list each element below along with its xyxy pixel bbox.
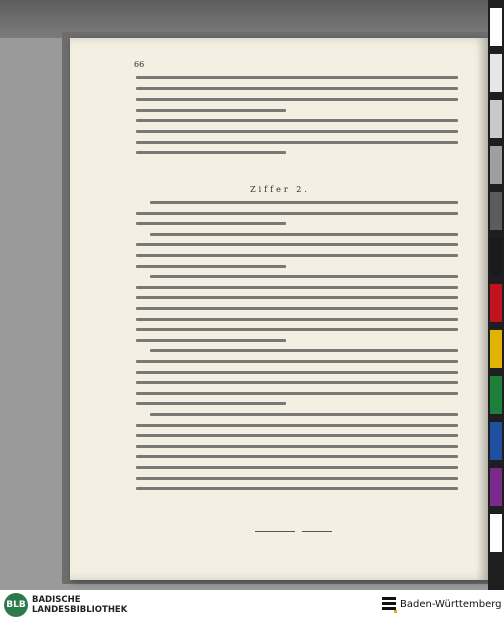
text-line xyxy=(136,286,458,289)
text-line xyxy=(136,424,458,427)
text-line xyxy=(136,445,458,448)
text-line xyxy=(136,339,286,342)
calibration-patch xyxy=(490,422,502,460)
text-line xyxy=(136,254,458,257)
calibration-patch xyxy=(490,468,502,506)
text-line xyxy=(136,98,458,101)
library-name-line1: BADISCHE xyxy=(32,595,81,605)
library-name[interactable] xyxy=(32,595,127,615)
text-line xyxy=(136,328,458,331)
calibration-patch xyxy=(490,238,502,276)
text-line xyxy=(136,455,458,458)
text-line xyxy=(136,265,286,268)
closing-rule xyxy=(255,531,295,532)
text-line xyxy=(136,119,458,122)
text-line xyxy=(136,296,458,299)
state-name[interactable]: Baden-Württemberg xyxy=(400,599,502,610)
book-page xyxy=(70,38,490,580)
text-line xyxy=(136,151,286,154)
text-line xyxy=(136,130,458,133)
text-line xyxy=(136,392,458,395)
calibration-patch xyxy=(490,54,502,92)
closing-rule xyxy=(302,531,332,532)
text-line xyxy=(136,212,458,215)
calibration-patch xyxy=(490,8,502,46)
calibration-patch xyxy=(490,146,502,184)
text-line xyxy=(136,109,286,112)
text-line xyxy=(136,76,458,79)
text-line xyxy=(136,360,458,363)
text-line xyxy=(136,402,286,405)
text-line xyxy=(136,371,458,374)
calibration-patch xyxy=(490,330,502,368)
baden-wuerttemberg-lions-icon[interactable] xyxy=(381,596,397,614)
text-line xyxy=(150,275,458,278)
calibration-patch xyxy=(490,376,502,414)
page-number: 66 xyxy=(134,60,145,69)
text-line xyxy=(136,466,458,469)
calibration-patch xyxy=(490,514,502,552)
text-line xyxy=(150,349,458,352)
calibration-patch xyxy=(490,192,502,230)
text-line xyxy=(136,307,458,310)
footer-bar xyxy=(0,590,504,620)
text-line xyxy=(136,141,458,144)
text-line xyxy=(150,413,458,416)
text-line xyxy=(136,381,458,384)
color-calibration-strip xyxy=(488,0,504,590)
blb-logo-icon[interactable]: BLB xyxy=(4,593,28,617)
library-name-line2: LANDESBIBLIOTHEK xyxy=(32,605,128,615)
text-line xyxy=(136,434,458,437)
text-line xyxy=(136,87,458,90)
text-line xyxy=(150,233,458,236)
calibration-patch xyxy=(490,284,502,322)
text-line xyxy=(136,487,458,490)
text-line xyxy=(136,318,458,321)
text-line xyxy=(136,243,458,246)
text-line xyxy=(136,222,286,225)
section-heading: Ziffer 2. xyxy=(250,185,310,194)
text-line xyxy=(136,477,458,480)
text-line xyxy=(150,201,458,204)
calibration-patch xyxy=(490,100,502,138)
